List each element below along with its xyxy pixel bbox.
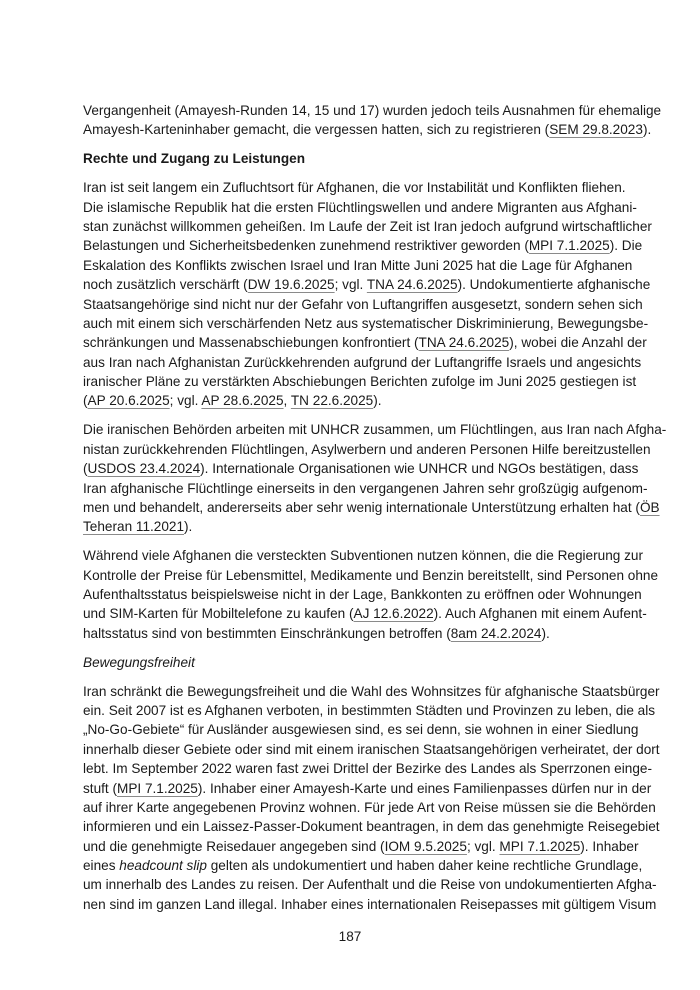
text-line <box>83 333 647 352</box>
text-line <box>83 420 667 439</box>
text-line <box>83 875 657 894</box>
text-line <box>83 837 639 856</box>
citation-link[interactable]: USDOS 23.4.2024 <box>87 461 201 477</box>
citation-link[interactable]: ÖB <box>639 499 660 515</box>
text-span: um innerhalb des Landes zu reisen. Der Aufenthalt und die Reise von undokumentierten Afgha- <box>83 877 657 893</box>
citation-link[interactable]: DW 19.6.2025 <box>247 277 335 293</box>
subsection-heading: Bewegungsfreiheit <box>83 654 195 670</box>
text-span: Staatsangehörige sind nicht nur der Gefahr von Luftangriffen ausgesetzt, sondern sehen sich <box>83 296 643 312</box>
text-line <box>83 314 649 333</box>
text-span: ), wobei die Anzahl der <box>509 335 647 351</box>
text-line <box>83 701 656 720</box>
text-span: Während viele Afghanen die versteckten Subventionen nutzen können, die die Regierung zur <box>83 548 643 564</box>
text-span: innerhalb dieser Gebiete oder sind mit einem iranischen Staatsangehörigen verheiratet, der dort <box>83 741 660 757</box>
text-span: Iran schränkt die Bewegungsfreiheit und die Wahl des Wohnsitzes für afghanische Staatsbürger <box>83 683 660 699</box>
text-span: Iran afghanische Flüchtlinge einerseits in den vergangenen Jahren sehr großzügig aufgenom- <box>83 480 648 496</box>
text-line <box>83 391 623 410</box>
text-span: ). <box>184 519 193 535</box>
emphasized-text: headcount slip <box>119 858 207 874</box>
text-line <box>83 372 637 391</box>
text-span: informieren und ein Laissez-Passer-Dokument beantragen, in dem das genehmigte Reisegebiet <box>83 819 660 835</box>
text-span: ein. Seit 2007 ist es Afghanen verboten, in bestimmten Städten und Provinzen zu leben, die als <box>83 702 656 718</box>
text-line <box>83 624 623 643</box>
text-span: „No-Go-Gebiete“ für Ausländer ausgewiesen sind, es sei denn, sie wohnen in einer Siedlung <box>83 722 639 738</box>
citation-link[interactable]: AP 28.6.2025 <box>201 393 284 409</box>
text-span: ). <box>642 122 652 138</box>
text-span: ). Internationale Organisationen wie UNHCR und NGOs bestätigen, dass <box>200 461 639 477</box>
text-span: Aufenthaltsstatus beispielsweise nicht in der Lage, Bankkonten zu eröffnen oder Wohnungen <box>83 586 642 602</box>
text-span: Belastungen und Sicherheitsbedenken zunehmend restriktiver geworden ( <box>83 238 529 254</box>
paragraph <box>83 682 660 915</box>
text-line <box>83 856 643 875</box>
text-line <box>83 759 652 778</box>
document-body <box>83 101 667 924</box>
citation-link[interactable]: TNA 24.6.2025 <box>366 277 458 293</box>
text-line <box>83 779 652 798</box>
text-span: noch zusätzlich verschärft ( <box>83 277 248 293</box>
text-line <box>83 459 639 478</box>
text-line <box>83 604 647 623</box>
text-span: Kontrolle der Preise für Lebensmittel, Medikamente und Benzin bereitstellt, sind Personen ohne <box>83 567 659 583</box>
text-span: eines <box>83 858 120 874</box>
citation-link[interactable]: SEM 29.8.2023 <box>549 122 643 138</box>
paragraph <box>83 101 662 140</box>
citation-link[interactable]: 8am 24.2.2024 <box>450 625 542 641</box>
text-span: nen sind im ganzen Land illegal. Inhaber eines internationalen Reisepasses mit gültigem Visum <box>83 896 657 912</box>
text-span: , <box>283 393 291 409</box>
text-line <box>83 585 642 604</box>
citation-link[interactable]: IOM 9.5.2025 <box>384 838 467 854</box>
text-line <box>83 798 656 817</box>
text-span: ). <box>541 625 550 641</box>
text-line <box>83 236 643 255</box>
text-span: ). Auch Afghanen mit einem Aufent- <box>433 606 647 622</box>
text-span: haltsstatus sind von bestimmten Einschränkungen betroffen ( <box>83 625 451 641</box>
text-span: stuft ( <box>83 780 117 796</box>
text-line <box>83 740 660 759</box>
text-span: auch mit einem sich verschärfenden Netz aus systematischer Diskriminierung, Bewegungsbe- <box>83 315 649 331</box>
text-span: Amayesh-Karteninhaber gemacht, die vergessen hatten, sich zu registrieren ( <box>83 122 550 138</box>
citation-link[interactable]: MPI 7.1.2025 <box>499 838 581 854</box>
text-span: gelten als undokumentiert und haben daher keine rechtliche Grundlage, <box>206 858 643 874</box>
text-span: Die iranischen Behörden arbeiten mit UNHCR zusammen, um Flüchtlingen, aus Iran nach Afgha- <box>83 422 667 438</box>
text-span: ( <box>83 393 88 409</box>
text-span: Eskalation des Konflikts zwischen Israel und Iran Mitte Juni 2025 hat die Lage für Afghanen <box>83 257 633 273</box>
citation-link[interactable]: TNA 24.6.2025 <box>418 335 510 351</box>
text-line <box>83 682 660 701</box>
page-number: 187 <box>338 929 362 944</box>
text-span: Vergangenheit (Amayesh-Runden 14, 15 und 17) wurden jedoch teils Ausnahmen für ehemalige <box>83 103 662 118</box>
text-span: Die islamische Republik hat die ersten Flüchtlingswellen und andere Migranten aus Afghani- <box>83 199 637 215</box>
text-span: ). Die <box>609 238 643 254</box>
text-line <box>83 353 642 372</box>
text-span: ; vgl. <box>466 838 500 854</box>
text-line <box>83 546 643 565</box>
citation-link[interactable]: TN 22.6.2025 <box>290 393 374 409</box>
citation-link[interactable]: MPI 7.1.2025 <box>528 238 610 254</box>
text-line <box>83 817 660 836</box>
text-line <box>83 256 633 275</box>
text-line <box>83 720 639 739</box>
citation-link[interactable]: MPI 7.1.2025 <box>117 780 198 796</box>
text-line <box>83 895 657 914</box>
text-span: Iran ist seit langem ein Zufluchtsort für Afghanen, die vor Instabilität und Konflikten fliehen. <box>83 180 626 196</box>
text-span: und die genehmigte Reisedauer angegeben sind ( <box>83 838 385 854</box>
citation-link[interactable]: AJ 12.6.2022 <box>353 606 434 622</box>
text-line <box>83 440 651 459</box>
text-span: aus Iran nach Afghanistan Zurückkehrenden aufgrund der Luftangriffe Israels und angesichts <box>83 354 642 370</box>
text-line <box>83 217 652 236</box>
text-line <box>83 198 637 217</box>
text-span: men und behandelt, andererseits aber sehr wenig internationale Unterstützung erhalten hat ( <box>83 499 640 515</box>
text-span: iranischer Pläne zu verstärkten Abschiebungen Berichten zufolge im Juni 2025 gestiegen ist <box>83 374 637 390</box>
text-span: ). Inhaber einer Amayesh-Karte und eines Familienpasses dürfen nur in der <box>197 780 652 796</box>
paragraph <box>83 178 652 411</box>
section-heading: Rechte und Zugang zu Leistungen <box>83 151 306 167</box>
text-span: ; vgl. <box>169 393 202 409</box>
text-span: lebt. Im September 2022 waren fast zwei Drittel der Bezirke des Landes als Sperrzonen einge- <box>83 761 652 777</box>
text-line <box>83 120 652 139</box>
text-span: ; vgl. <box>334 277 367 293</box>
text-span: ). <box>373 393 382 409</box>
text-span: auf ihrer Karte angegebenen Provinz wohnen. Für jede Art von Reise müssen sie die Behörden <box>83 799 656 815</box>
text-span: stan zunächst willkommen geheißen. Im Laufe der Zeit ist Iran jedoch aufgrund wirtschaftlicher <box>83 218 652 234</box>
text-line <box>83 479 648 498</box>
text-line <box>83 295 643 314</box>
text-line <box>83 498 660 517</box>
text-span: ). Undokumentierte afghanische <box>457 277 651 293</box>
text-line <box>83 101 662 120</box>
text-line <box>83 566 659 585</box>
text-line <box>83 178 626 197</box>
text-span: schränkungen und Massenabschiebungen konfrontiert ( <box>83 335 419 351</box>
text-line <box>83 275 651 294</box>
text-line <box>83 517 623 536</box>
text-span: ( <box>83 461 88 477</box>
text-span: und SIM-Karten für Mobiltelefone zu kaufen ( <box>83 606 354 622</box>
paragraph <box>83 546 659 643</box>
paragraph <box>83 420 667 536</box>
citation-link[interactable]: Teheran 11.2021 <box>83 519 185 535</box>
citation-link[interactable]: AP 20.6.2025 <box>87 393 170 409</box>
text-span: nistan zurückkehrenden Flüchtlingen, Asylwerbern und anderen Personen Hilfe bereitzustellen <box>83 441 651 457</box>
text-span: ). Inhaber <box>580 838 639 854</box>
